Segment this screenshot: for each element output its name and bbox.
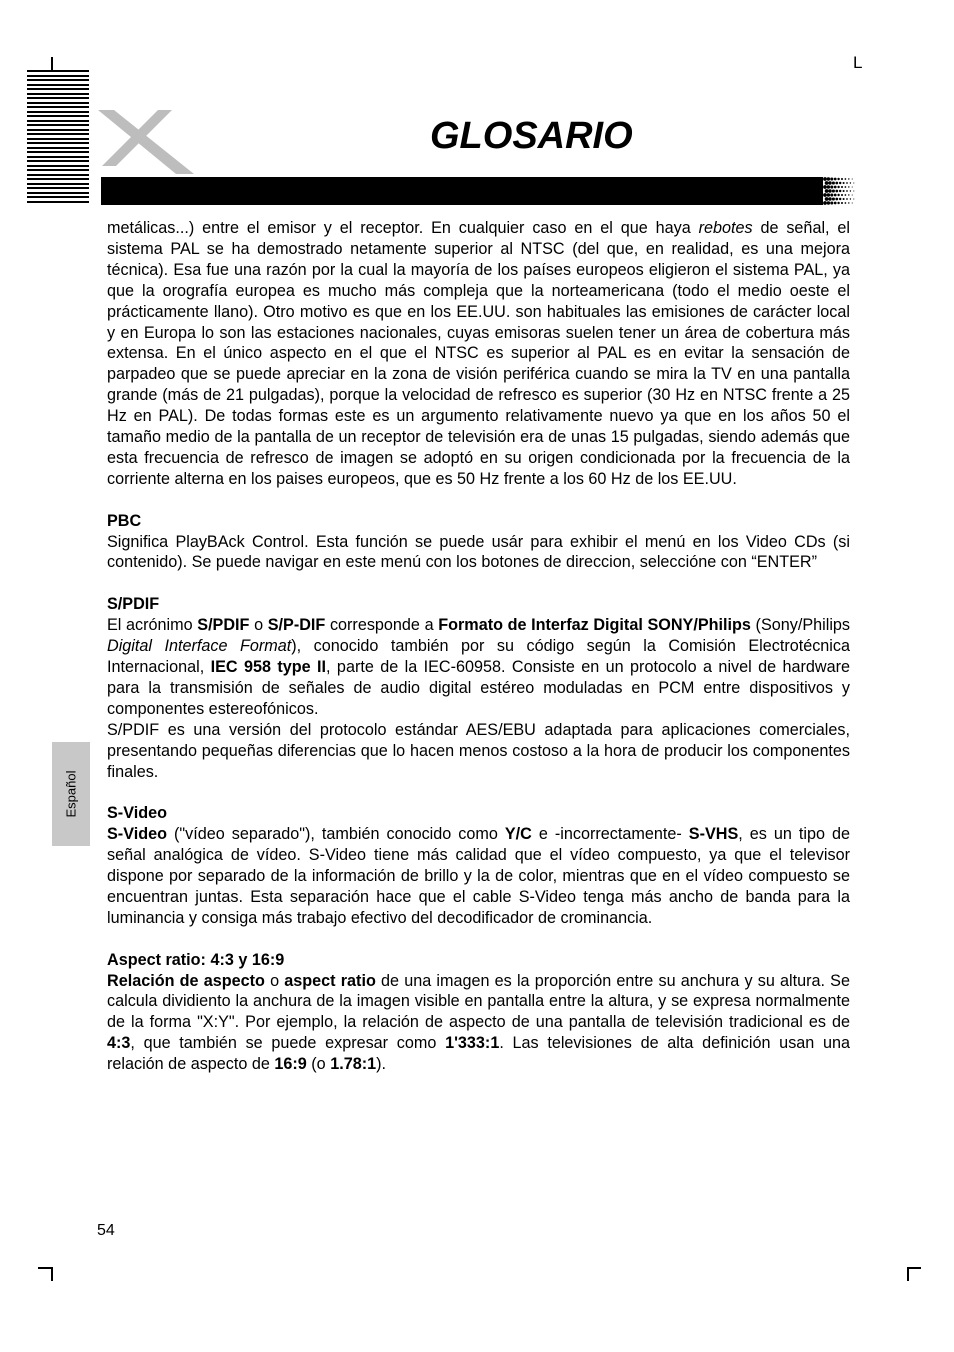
halftone-dot bbox=[835, 198, 838, 201]
halftone-dot bbox=[850, 198, 851, 199]
text-run: de señal, el sistema PAL se ha demostrado netamente superior al NTSC (del que, en realidad, es una mejora técnica). Esa fue una razón por la cual la mayoría de los países europeos eligieron el sistema PAL, ya que la orografía europea es mucho más compleja que la norteamericana (todo el medio oeste el prácticamente llano). Otro motivo es que en los EE.UU. son habituales las emisiones de carácter local y en Europa lo son las estaciones nacionales, cuyas emisoras suelen tener un área de cobertura más extensa. En el único aspecto en el que el NTSC es superior al PAL es en evitar la sensación de parpadeo que se puede apreciar en la zona de visión periférica cuando se mira la TV en una pantalla grande (más de 21 pulgadas), porque la velocidad de refresco es superior (30 Hz en NTSC frente a 25 Hz en PAL). De todas formas este es un argumento relativamente nuevo ya que en los años 50 el tamaño medio de la pantalla de un receptor de televisión era de unas 15 pulgadas, siendo además que esta frecuencia de refresco de imagen se adoptó en su origen condicionada por la frecuencia de la corriente alterna en los paises europeos, que es 50 Hz frente a los 60 Hz de los EE.UU. bbox=[107, 219, 851, 488]
header-bar bbox=[101, 177, 855, 205]
stripe-line bbox=[27, 133, 89, 135]
halftone-dot bbox=[848, 194, 849, 195]
halftone-dot bbox=[843, 190, 845, 192]
text-run: (Sony/Philips bbox=[750, 616, 851, 635]
text-run: e -incorrectamente- bbox=[531, 825, 689, 844]
halftone-dot bbox=[837, 186, 839, 188]
stripe-line bbox=[27, 120, 89, 122]
text-run: , parte de la IEC-60958. Consiste en un protocolo a nivel de hardware para la transmisión de señales de audio digital estéreo moduladas en PCM entre dispositivos y componentes estereofónicos. bbox=[107, 658, 851, 718]
text-run: IEC 958 type II bbox=[210, 658, 327, 676]
halftone-dot bbox=[823, 185, 827, 189]
halftone-dot bbox=[852, 186, 853, 187]
halftone-dot bbox=[823, 193, 827, 197]
halftone-dot bbox=[834, 178, 837, 181]
halftone-dot bbox=[830, 185, 833, 188]
halftone-dot bbox=[843, 198, 845, 200]
halftone-dot bbox=[825, 189, 829, 193]
aspect-ratio-paragraph bbox=[107, 971, 850, 1076]
text-run: S-VHS bbox=[688, 825, 739, 844]
halftone-dot bbox=[848, 202, 849, 203]
halftone-dot bbox=[853, 198, 854, 199]
corner-mark: L bbox=[853, 53, 863, 72]
glossary-content bbox=[107, 218, 850, 1075]
halftone-dot bbox=[827, 177, 830, 180]
stripe-line bbox=[27, 192, 89, 194]
text-run: S-Video bbox=[107, 825, 167, 844]
halftone-dot bbox=[841, 178, 843, 180]
halftone-dot bbox=[832, 197, 835, 200]
halftone-dot bbox=[846, 198, 848, 200]
halftone-dot bbox=[845, 202, 847, 204]
pbc-heading: PBC bbox=[107, 511, 142, 530]
crop-mark-bottom-left bbox=[38, 1267, 52, 1269]
crop-mark-bottom-left-vertical bbox=[51, 1267, 53, 1281]
stripe-line bbox=[27, 129, 89, 131]
stripe-line bbox=[27, 147, 89, 149]
text-run: ), conocido también por su código según la Comisión Electrotécnica Internacional, bbox=[107, 637, 850, 676]
text-run: Y/C bbox=[504, 825, 532, 844]
halftone-dot bbox=[825, 197, 829, 201]
halftone-dot bbox=[841, 186, 843, 188]
stripe-line bbox=[27, 88, 89, 90]
halftone-dot bbox=[848, 178, 849, 179]
svideo-paragraph bbox=[107, 824, 850, 929]
text-run: metálicas...) entre el emisor y el receptor. En cualquier caso en el que haya bbox=[107, 219, 699, 237]
stripe-line bbox=[27, 165, 89, 167]
stripe-line bbox=[27, 178, 89, 180]
stripe-line bbox=[27, 106, 89, 108]
spdif-paragraph-1 bbox=[107, 615, 850, 720]
text-run: aspect ratio bbox=[284, 971, 376, 990]
stripe-line bbox=[27, 124, 89, 126]
halftone-dot bbox=[834, 202, 837, 205]
text-run: 16:9 bbox=[274, 1055, 307, 1074]
spdif-paragraph-2 bbox=[107, 720, 850, 783]
stripe-line bbox=[27, 183, 89, 185]
stripe-line bbox=[27, 174, 89, 176]
text-run: S/P-DIF bbox=[267, 616, 326, 635]
stripe-line bbox=[27, 84, 89, 86]
halftone-dot bbox=[828, 181, 831, 184]
halftone-dot bbox=[823, 201, 827, 205]
stripe-line bbox=[27, 102, 89, 104]
text-run: ("vídeo separado"), también conocido como bbox=[166, 825, 505, 844]
pbc-paragraph bbox=[107, 532, 850, 574]
stripe-line bbox=[27, 201, 89, 203]
svideo-heading: S-Video bbox=[107, 804, 167, 823]
text-run: , que también se puede expresar como bbox=[130, 1034, 446, 1053]
halftone-dot bbox=[852, 202, 853, 203]
stripe-line bbox=[27, 138, 89, 140]
halftone-dot bbox=[837, 194, 839, 196]
stripe-line bbox=[27, 142, 89, 144]
text-run: o bbox=[249, 616, 268, 635]
intro-paragraph bbox=[107, 218, 850, 490]
halftone-dot bbox=[837, 202, 839, 204]
language-tab bbox=[52, 742, 90, 846]
text-run: Relación de aspecto bbox=[107, 971, 265, 990]
stripe-line bbox=[27, 187, 89, 189]
text-run: , es un tipo de señal analógica de vídeo. S-Video tiene más calidad que el vídeo compuesto, ya que el televisor dispone por separado de la información de brillo y la de color, mientras que en el vídeo compuesto se encuentran juntas. Esta separación hace que el cable S-Video tenga más ancho de banda para la luminancia y consiga más trabajo efectivo del decodificador de crominancia. bbox=[107, 825, 850, 927]
text-run: Formato de Interfaz Digital SONY/Philips bbox=[438, 616, 751, 635]
halftone-dot bbox=[823, 177, 827, 181]
stripe-line bbox=[27, 97, 89, 99]
halftone-dot bbox=[852, 194, 853, 195]
text-run: Significa PlayBAck Control. Esta función se puede usár para exhibir el menú en los Video CDs (si contenido). Se puede navigar en este menú con los botones de direccion, seleccióne con “ENTER” bbox=[107, 532, 850, 572]
stripe-line bbox=[27, 79, 89, 81]
halftone-dot bbox=[828, 189, 831, 192]
halftone-dot bbox=[834, 194, 837, 197]
halftone-dot bbox=[830, 193, 833, 196]
stripe-line bbox=[27, 70, 89, 72]
halftone-dot bbox=[834, 186, 837, 189]
halftone-dot bbox=[846, 190, 848, 192]
page-title: GLOSARIO bbox=[430, 115, 633, 157]
halftone-dot bbox=[835, 190, 838, 193]
halftone-dot bbox=[825, 181, 829, 185]
header-stripes bbox=[27, 70, 89, 204]
halftone-dot bbox=[839, 190, 841, 192]
stripe-line bbox=[27, 75, 89, 77]
halftone-dot bbox=[850, 182, 851, 183]
halftone-dot bbox=[827, 185, 830, 188]
spdif-heading: S/PDIF bbox=[107, 595, 160, 614]
stripe-line bbox=[27, 156, 89, 158]
text-run: . Las televisiones de alta definición usan una relación de aspecto de bbox=[107, 1034, 850, 1074]
stripe-line bbox=[27, 196, 89, 198]
text-run: ). bbox=[376, 1055, 386, 1074]
halftone-dot bbox=[830, 201, 833, 204]
halftone-dot bbox=[827, 201, 830, 204]
stripe-line bbox=[27, 169, 89, 171]
halftone-dot bbox=[850, 190, 851, 191]
text-run: o bbox=[264, 971, 285, 990]
text-run: S/PDIF bbox=[197, 616, 250, 635]
text-run: 4:3 bbox=[107, 1034, 131, 1053]
stripe-line bbox=[27, 160, 89, 162]
stripe-line bbox=[27, 93, 89, 95]
crop-mark-bottom-right bbox=[907, 1267, 921, 1269]
crop-mark-bottom-right-vertical bbox=[907, 1267, 909, 1281]
halftone-dot bbox=[843, 182, 845, 184]
halftone-dot bbox=[845, 194, 847, 196]
text-run: 1.78:1 bbox=[330, 1055, 377, 1074]
text-run: de una imagen es la proporción entre su anchura y su altura. Se calcula dividiento la anchura de la imagen visible en pantalla entre la altura, y se expresa normalmente de la forma "X:Y". Por ejemplo, la relación de aspecto de una pantalla de televisión tradicional es de bbox=[107, 971, 850, 1032]
halftone-dot bbox=[848, 186, 849, 187]
halftone-dot bbox=[827, 193, 830, 196]
stripe-line bbox=[27, 111, 89, 113]
stripe-line bbox=[27, 151, 89, 153]
halftone-dot bbox=[852, 178, 853, 179]
language-tab-label: Español bbox=[63, 770, 79, 818]
halftone-dot bbox=[845, 186, 847, 188]
text-run: Digital Interface Format bbox=[107, 637, 292, 656]
text-run: El acrónimo bbox=[107, 616, 198, 635]
text-run: rebotes bbox=[698, 219, 753, 237]
halftone-dot bbox=[839, 198, 841, 200]
xoro-logo-icon bbox=[96, 106, 196, 178]
halftone-dot bbox=[845, 178, 847, 180]
stripe-line bbox=[27, 115, 89, 117]
halftone-dot bbox=[853, 182, 854, 183]
halftone-dot bbox=[841, 194, 843, 196]
page-number: 54 bbox=[97, 1222, 115, 1239]
halftone-dot bbox=[846, 182, 848, 184]
halftone-dot bbox=[835, 182, 838, 185]
halftone-dot bbox=[839, 182, 841, 184]
halftone-dot bbox=[837, 178, 839, 180]
text-run: (o bbox=[306, 1055, 331, 1074]
halftone-dot bbox=[841, 202, 843, 204]
halftone-dot bbox=[832, 189, 835, 192]
halftone-dot bbox=[830, 177, 833, 180]
text-run: 1'333:1 bbox=[445, 1034, 500, 1053]
halftone-dot bbox=[832, 181, 835, 184]
text-run: S/PDIF es una versión del protocolo estándar AES/EBU adaptada para aplicaciones comerciales, presentando pequeñas diferencias que lo hacen menos costoso a la hora de producir los componentes finales. bbox=[107, 720, 850, 781]
halftone-dot bbox=[853, 190, 854, 191]
aspect-ratio-heading: Aspect ratio: 4:3 y 16:9 bbox=[107, 950, 285, 969]
text-run: corresponde a bbox=[325, 616, 439, 635]
halftone-dot bbox=[828, 197, 831, 200]
